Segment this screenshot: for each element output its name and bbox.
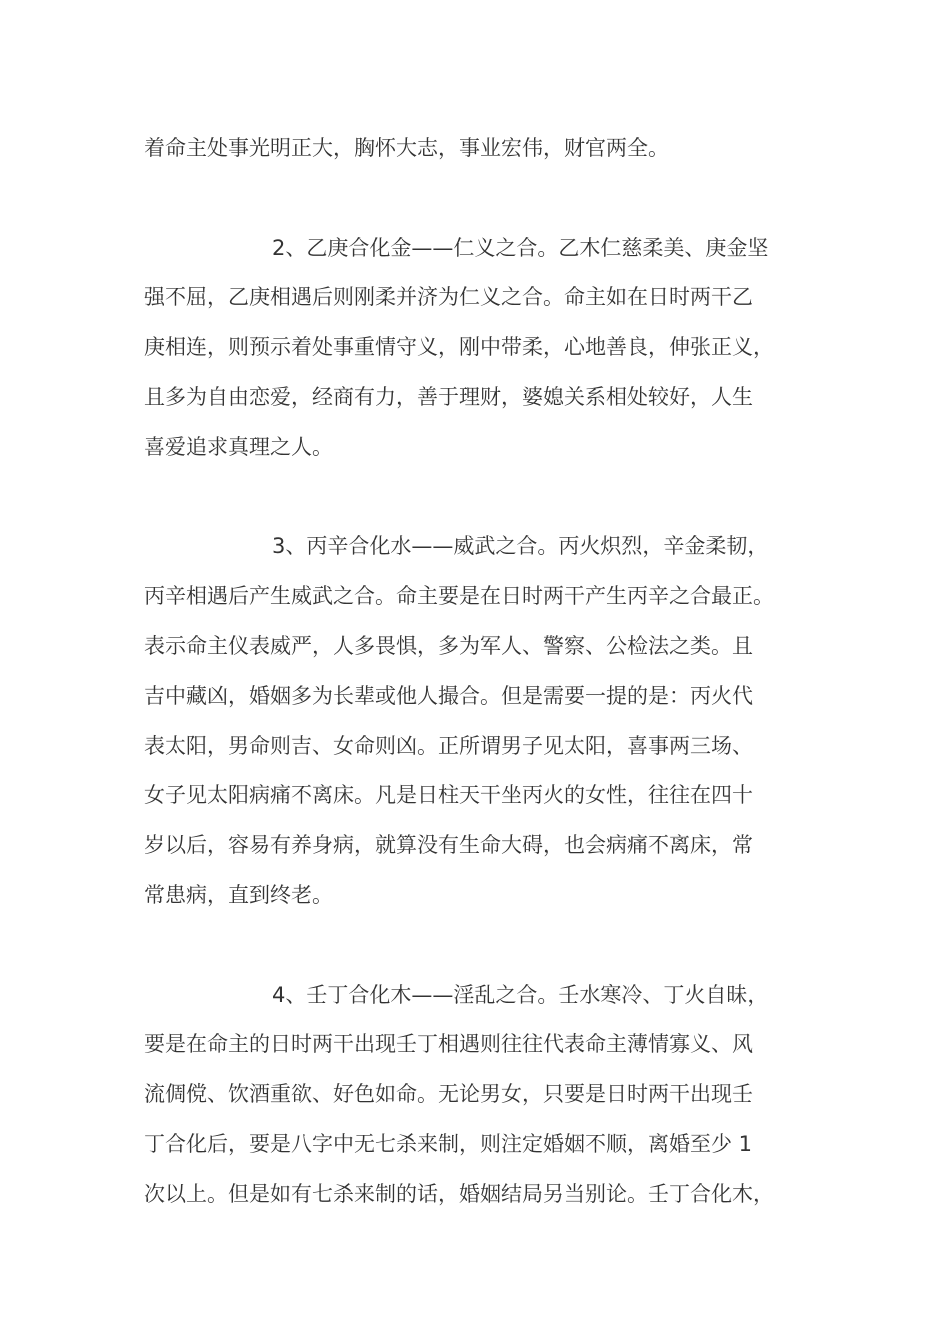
paragraph-line: 次以上。但是如有七杀来制的话，婚姻结局另当别论。壬丁合化木，: [144, 1181, 774, 1206]
paragraph-line: 常患病，直到终老。: [144, 882, 333, 907]
paragraph-line: 岁以后，容易有养身病，就算没有生命大碍，也会病痛不离床，常: [144, 833, 753, 858]
paragraph-heading-line: 4、壬丁合化木——淫乱之合。壬水寒冷、丁火自昧，: [272, 982, 769, 1007]
paragraph-gap: [144, 174, 812, 224]
paragraph-line: 吉中藏凶，婚姻多为长辈或他人撮合。但是需要一提的是：丙火代: [144, 683, 753, 708]
paragraph-heading-line: 3、丙辛合化水——威武之合。丙火炽烈，辛金柔韧，: [272, 534, 769, 559]
paragraph-line: 要是在命主的日时两干出现壬丁相遇则往往代表命主薄情寡义、风: [144, 1032, 753, 1057]
paragraph-heading-line: 2、乙庚合化金——仁义之合。乙木仁慈柔美、庚金坚: [272, 235, 769, 260]
paragraph-line: 喜爱追求真理之人。: [144, 434, 333, 459]
paragraph-line: 庚相连，则预示着处事重情守义，刚中带柔，心地善良，伸张正义，: [144, 335, 774, 360]
paragraph-line: 流倜傥、饮酒重欲、好色如命。无论男女，只要是日时两干出现壬: [144, 1082, 753, 1107]
paragraph-line: 女子见太阳病痛不离床。凡是日柱天干坐丙火的女性，往往在四十: [144, 783, 753, 808]
paragraph-line: 表示命主仪表威严，人多畏惧，多为军人、警察、公检法之类。且: [144, 633, 753, 658]
paragraph-gap: [144, 473, 812, 523]
paragraph-line: 表太阳，男命则吉、女命则凶。正所谓男子见太阳，喜事两三场、: [144, 733, 753, 758]
document-body: [144, 124, 812, 1220]
paragraph-gap: [144, 921, 812, 971]
paragraph-line: 着命主处事光明正大，胸怀大志，事业宏伟，财官两全。: [144, 136, 669, 160]
paragraph-line: 丙辛相遇后产生威武之合。命主要是在日时两干产生丙辛之合最正。: [144, 584, 774, 609]
paragraph-line: 强不屈，乙庚相遇后则刚柔并济为仁义之合。命主如在日时两干乙: [144, 285, 753, 310]
paragraph-line: 且多为自由恋爱，经商有力，善于理财，婆媳关系相处较好，人生: [144, 384, 753, 409]
paragraph-line: 丁合化后，要是八字中无七杀来制，则注定婚姻不顺，离婚至少 1: [144, 1131, 753, 1156]
